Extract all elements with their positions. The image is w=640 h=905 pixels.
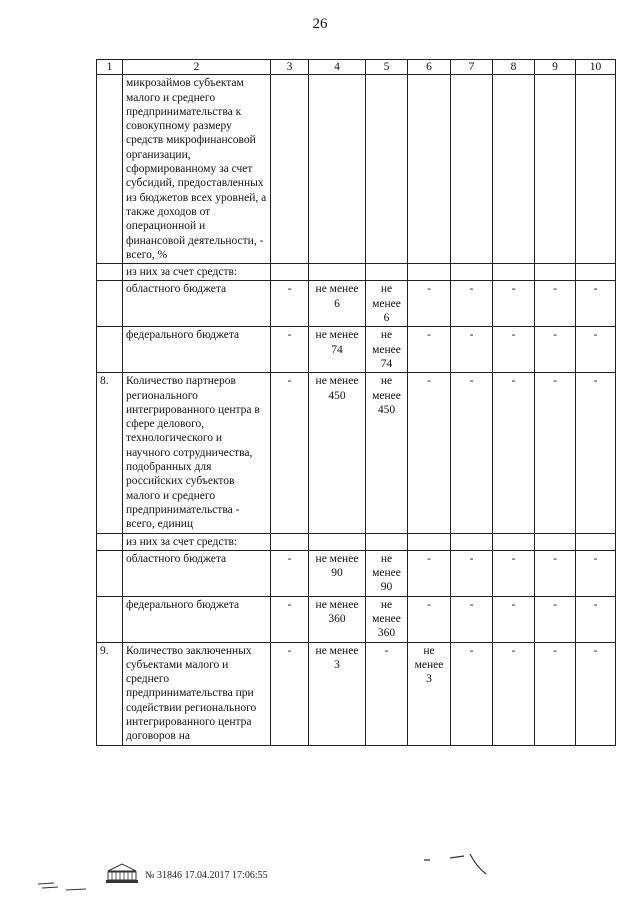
signature-mark (36, 872, 91, 894)
header-cell: 2 (123, 60, 271, 75)
value-cell (535, 264, 576, 281)
value-cell: - (366, 642, 408, 745)
value-cell: - (451, 550, 493, 596)
value-cell: - (408, 596, 451, 642)
table-row (97, 75, 616, 264)
value-cell: - (576, 373, 616, 533)
header-cell: 3 (271, 60, 309, 75)
value-cell: - (451, 642, 493, 745)
value-cell (309, 75, 366, 264)
value-cell: - (271, 550, 309, 596)
indicator-description-cell: из них за счет средств: (123, 264, 271, 281)
value-cell: не менее 90 (366, 550, 408, 596)
value-cell (451, 75, 493, 264)
row-number-cell: 8. (97, 373, 123, 533)
table-row (97, 642, 616, 745)
row-number-cell (97, 596, 123, 642)
handwritten-mark (420, 852, 490, 878)
table-row (97, 596, 616, 642)
value-cell: - (493, 596, 535, 642)
value-cell (408, 533, 451, 550)
value-cell: - (535, 373, 576, 533)
value-cell: не менее 6 (309, 281, 366, 327)
header-cell: 9 (535, 60, 576, 75)
value-cell: - (535, 281, 576, 327)
value-cell (309, 264, 366, 281)
value-cell: - (408, 373, 451, 533)
value-cell: - (576, 281, 616, 327)
value-cell: - (271, 281, 309, 327)
table-row (97, 533, 616, 550)
value-cell (535, 75, 576, 264)
page-number: 26 (312, 16, 328, 32)
row-number-cell (97, 281, 123, 327)
value-cell: не менее 74 (366, 327, 408, 373)
value-cell (493, 264, 535, 281)
value-cell (451, 264, 493, 281)
value-cell: - (493, 281, 535, 327)
value-cell (576, 75, 616, 264)
value-cell: не менее 3 (408, 642, 451, 745)
indicator-description-cell: из них за счет средств: (123, 533, 271, 550)
value-cell: - (451, 327, 493, 373)
value-cell (408, 264, 451, 281)
row-number-cell (97, 75, 123, 264)
value-cell (451, 533, 493, 550)
indicator-description-cell: областного бюджета (123, 550, 271, 596)
value-cell: не менее 450 (366, 373, 408, 533)
row-number-cell: 9. (97, 642, 123, 745)
value-cell: - (535, 642, 576, 745)
table-body (97, 60, 616, 746)
indicator-description-cell: микрозаймов субъектам малого и среднего предпринимательства к совокупному размеру средств микрофинансовой организации, сформированному за счет субсидий, предоставленных из бюджетов всех уровней, а также доходов от операционной и финансовой деятельности, - всего, % (123, 75, 271, 264)
value-cell (366, 264, 408, 281)
header-cell: 10 (576, 60, 616, 75)
header-cell: 7 (451, 60, 493, 75)
value-cell: - (493, 373, 535, 533)
value-cell: не менее 3 (309, 642, 366, 745)
value-cell: - (535, 327, 576, 373)
value-cell (408, 75, 451, 264)
value-cell: - (493, 642, 535, 745)
value-cell (366, 533, 408, 550)
value-cell: - (451, 281, 493, 327)
value-cell: не менее 450 (309, 373, 366, 533)
table-row (97, 264, 616, 281)
value-cell: не менее 90 (309, 550, 366, 596)
value-cell: - (493, 550, 535, 596)
value-cell: - (408, 550, 451, 596)
value-cell (576, 533, 616, 550)
value-cell: - (576, 596, 616, 642)
value-cell: не менее 360 (309, 596, 366, 642)
row-number-cell (97, 264, 123, 281)
value-cell (271, 264, 309, 281)
table-row (97, 281, 616, 327)
table-header-row (97, 60, 616, 75)
value-cell (309, 533, 366, 550)
government-building-logo (104, 862, 140, 884)
table-row (97, 550, 616, 596)
indicators-table (96, 59, 616, 746)
value-cell: не менее 6 (366, 281, 408, 327)
value-cell: - (271, 642, 309, 745)
header-cell: 8 (493, 60, 535, 75)
table-row (97, 327, 616, 373)
value-cell: - (493, 327, 535, 373)
value-cell (493, 75, 535, 264)
value-cell: - (576, 550, 616, 596)
header-cell: 5 (366, 60, 408, 75)
indicator-description-cell: федерального бюджета (123, 327, 271, 373)
value-cell: не менее 74 (309, 327, 366, 373)
table-row (97, 373, 616, 533)
header-cell: 1 (97, 60, 123, 75)
value-cell: - (576, 327, 616, 373)
value-cell: - (271, 596, 309, 642)
value-cell: - (408, 327, 451, 373)
value-cell: - (535, 596, 576, 642)
row-number-cell (97, 550, 123, 596)
value-cell: - (271, 373, 309, 533)
document-stamp: № 31846 17.04.2017 17:06:55 (145, 870, 268, 881)
value-cell: - (451, 373, 493, 533)
value-cell (576, 264, 616, 281)
value-cell: - (576, 642, 616, 745)
value-cell: - (271, 327, 309, 373)
indicator-description-cell: Количество заключенных субъектами малого и среднего предпринимательства при содействии регионального интегрированного центра договоров на (123, 642, 271, 745)
value-cell (493, 533, 535, 550)
value-cell: - (408, 281, 451, 327)
value-cell (271, 75, 309, 264)
value-cell (535, 533, 576, 550)
value-cell: не менее 360 (366, 596, 408, 642)
row-number-cell (97, 327, 123, 373)
indicator-description-cell: Количество партнеров регионального интегрированного центра в сфере делового, технологического и научного сотрудничества, подобранных для российских субъектов малого и среднего предпринимательства - всего, единиц (123, 373, 271, 533)
indicator-description-cell: федерального бюджета (123, 596, 271, 642)
row-number-cell (97, 533, 123, 550)
value-cell: - (535, 550, 576, 596)
header-cell: 4 (309, 60, 366, 75)
value-cell (271, 533, 309, 550)
value-cell (366, 75, 408, 264)
value-cell: - (451, 596, 493, 642)
indicator-description-cell: областного бюджета (123, 281, 271, 327)
header-cell: 6 (408, 60, 451, 75)
